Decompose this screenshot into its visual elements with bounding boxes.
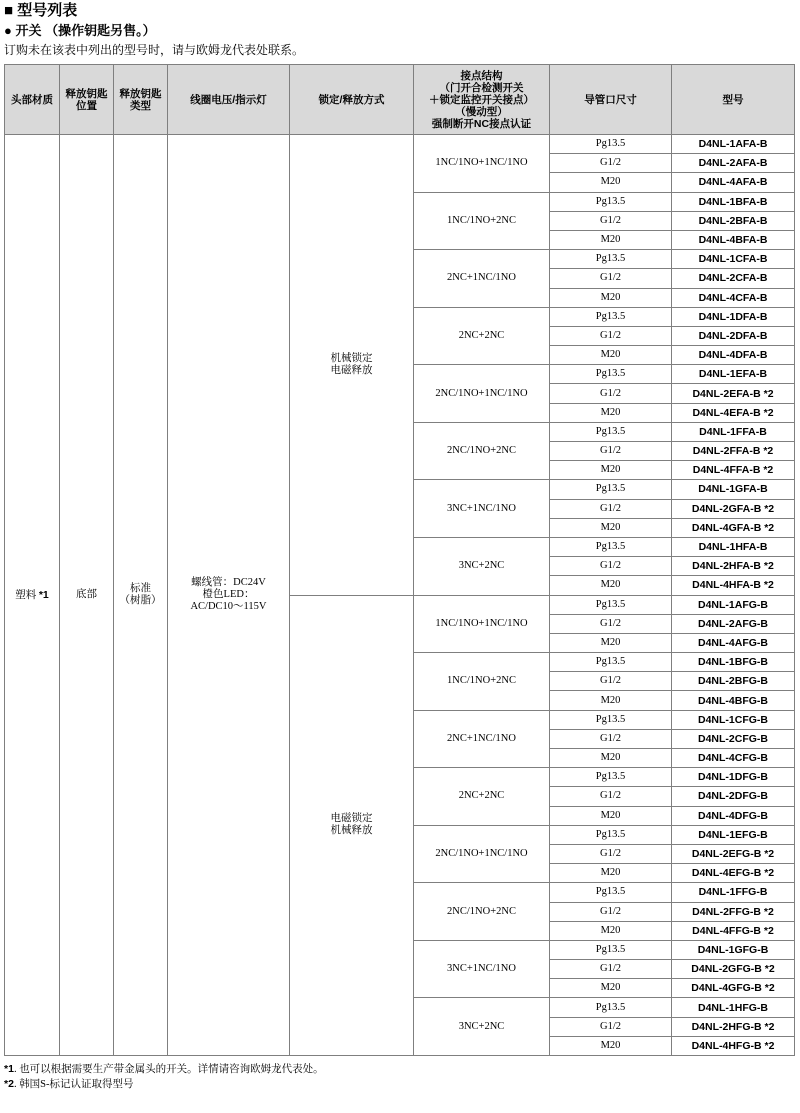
model-number-cell: D4NL-2BFG-B (672, 672, 795, 691)
model-number-cell: D4NL-2GFA-B *2 (672, 499, 795, 518)
footnote-text: . 也可以根据需要生产带金属头的开关。详情请咨询欧姆龙代表处。 (13, 1064, 324, 1075)
model-number-cell: D4NL-4GFG-B *2 (672, 979, 795, 998)
footnote-mark: *2 (4, 1078, 14, 1090)
model-number-cell: D4NL-1EFG-B (672, 825, 795, 844)
footnote-text: . 韩国S-标记认证取得型号 (13, 1079, 134, 1090)
model-number-cell: D4NL-1GFA-B (672, 480, 795, 499)
contact-structure-cell: 2NC+1NC/1NO (414, 710, 550, 768)
conduit-size-cell: Pg13.5 (550, 250, 672, 269)
model-number-cell: D4NL-1GFG-B (672, 940, 795, 959)
conduit-size-cell: G1/2 (550, 442, 672, 461)
head-material-mark: *1 (38, 588, 49, 601)
model-number-cell: D4NL-2CFA-B (672, 269, 795, 288)
model-number-cell: D4NL-4DFG-B (672, 806, 795, 825)
model-number-cell: D4NL-4AFA-B (672, 173, 795, 192)
conduit-size-cell: M20 (550, 576, 672, 595)
conduit-size-cell: Pg13.5 (550, 480, 672, 499)
conduit-size-cell: G1/2 (550, 902, 672, 921)
footnote-1 (4, 1062, 324, 1077)
column-header: 头部材质 (5, 65, 60, 135)
column-header: 导管口尺寸 (550, 65, 672, 135)
page-title: ■ 型号列表 (4, 2, 78, 19)
conduit-size-cell: M20 (550, 461, 672, 480)
model-number-cell: D4NL-4AFG-B (672, 633, 795, 652)
conduit-size-cell: M20 (550, 1036, 672, 1055)
contact-structure-cell: 1NC/1NO+2NC (414, 192, 550, 250)
model-number-cell: D4NL-4CFG-B (672, 749, 795, 768)
conduit-size-cell: Pg13.5 (550, 135, 672, 154)
conduit-size-cell: Pg13.5 (550, 595, 672, 614)
model-number-cell: D4NL-2DFA-B (672, 326, 795, 345)
contact-structure-cell: 2NC+2NC (414, 768, 550, 826)
section-subtitle: ● 开关 （操作钥匙另售。） (4, 23, 156, 38)
conduit-size-cell: M20 (550, 864, 672, 883)
conduit-size-cell: M20 (550, 633, 672, 652)
conduit-size-cell: Pg13.5 (550, 940, 672, 959)
column-header: 线圈电压/指示灯 (168, 65, 290, 135)
footnotes (4, 1062, 324, 1092)
model-number-cell: D4NL-1EFA-B (672, 365, 795, 384)
conduit-size-cell: Pg13.5 (550, 653, 672, 672)
model-number-cell: D4NL-1HFA-B (672, 537, 795, 556)
coil-voltage-cell: 螺线管：DC24V 橙色LED： AC/DC10～115V (168, 135, 290, 1056)
conduit-size-cell: M20 (550, 806, 672, 825)
model-number-cell: D4NL-2AFG-B (672, 614, 795, 633)
model-number-cell: D4NL-1CFG-B (672, 710, 795, 729)
contact-structure-cell: 2NC+1NC/1NO (414, 250, 550, 308)
conduit-size-cell: G1/2 (550, 557, 672, 576)
model-number-cell: D4NL-4FFG-B *2 (672, 921, 795, 940)
table-body (5, 135, 795, 1056)
conduit-size-cell: M20 (550, 749, 672, 768)
model-number-cell: D4NL-4GFA-B *2 (672, 518, 795, 537)
column-header: 锁定/释放方式 (290, 65, 414, 135)
model-number-cell: D4NL-2FFG-B *2 (672, 902, 795, 921)
contact-structure-cell: 3NC+1NC/1NO (414, 940, 550, 998)
model-number-cell: D4NL-1AFA-B (672, 135, 795, 154)
model-number-cell: D4NL-1FFG-B (672, 883, 795, 902)
conduit-size-cell: Pg13.5 (550, 883, 672, 902)
model-number-cell: D4NL-2CFG-B (672, 729, 795, 748)
conduit-size-cell: G1/2 (550, 614, 672, 633)
contact-structure-cell: 3NC+1NC/1NO (414, 480, 550, 538)
column-header: 型号 (672, 65, 795, 135)
model-number-cell: D4NL-4BFG-B (672, 691, 795, 710)
conduit-size-cell: G1/2 (550, 384, 672, 403)
footnote-mark: *1 (4, 1063, 14, 1075)
model-number-cell: D4NL-1BFG-B (672, 653, 795, 672)
head-material-text: 塑料 (15, 589, 39, 601)
model-number-cell: D4NL-2HFG-B *2 (672, 1017, 795, 1036)
model-number-cell: D4NL-2HFA-B *2 (672, 557, 795, 576)
head-material-cell (5, 135, 60, 1056)
release-key-position-cell: 底部 (60, 135, 114, 1056)
contact-structure-cell: 1NC/1NO+1NC/1NO (414, 135, 550, 193)
model-number-cell: D4NL-1HFG-B (672, 998, 795, 1017)
contact-structure-cell: 2NC+2NC (414, 307, 550, 365)
conduit-size-cell: Pg13.5 (550, 422, 672, 441)
model-number-cell: D4NL-2AFA-B (672, 154, 795, 173)
model-number-cell: D4NL-4CFA-B (672, 288, 795, 307)
model-number-cell: D4NL-2DFG-B (672, 787, 795, 806)
conduit-size-cell: Pg13.5 (550, 537, 672, 556)
model-number-cell: D4NL-2FFA-B *2 (672, 442, 795, 461)
contact-structure-cell: 3NC+2NC (414, 537, 550, 595)
contact-structure-cell: 1NC/1NO+1NC/1NO (414, 595, 550, 653)
lock-method-cell: 电磁锁定 机械释放 (290, 595, 414, 1056)
conduit-size-cell: M20 (550, 403, 672, 422)
conduit-size-cell: M20 (550, 691, 672, 710)
conduit-size-cell: Pg13.5 (550, 998, 672, 1017)
conduit-size-cell: Pg13.5 (550, 307, 672, 326)
conduit-size-cell: G1/2 (550, 960, 672, 979)
model-number-cell: D4NL-4HFA-B *2 (672, 576, 795, 595)
model-number-cell: D4NL-4FFA-B *2 (672, 461, 795, 480)
model-number-cell: D4NL-1DFA-B (672, 307, 795, 326)
conduit-size-cell: M20 (550, 173, 672, 192)
model-number-cell: D4NL-1FFA-B (672, 422, 795, 441)
conduit-size-cell: G1/2 (550, 844, 672, 863)
conduit-size-cell: Pg13.5 (550, 365, 672, 384)
model-number-cell: D4NL-2EFA-B *2 (672, 384, 795, 403)
conduit-size-cell: Pg13.5 (550, 710, 672, 729)
contact-structure-cell: 1NC/1NO+2NC (414, 653, 550, 711)
model-number-cell: D4NL-4EFA-B *2 (672, 403, 795, 422)
contact-structure-cell: 2NC/1NO+1NC/1NO (414, 365, 550, 423)
conduit-size-cell: Pg13.5 (550, 825, 672, 844)
contact-structure-cell: 2NC/1NO+2NC (414, 422, 550, 480)
release-key-type-cell: 标准 （树脂） (114, 135, 168, 1056)
conduit-size-cell: M20 (550, 230, 672, 249)
column-header: 释放钥匙 类型 (114, 65, 168, 135)
model-number-cell: D4NL-1DFG-B (672, 768, 795, 787)
conduit-size-cell: G1/2 (550, 211, 672, 230)
model-table (4, 64, 795, 1056)
table-header-row (5, 65, 795, 135)
conduit-size-cell: G1/2 (550, 787, 672, 806)
model-number-cell: D4NL-2EFG-B *2 (672, 844, 795, 863)
conduit-size-cell: G1/2 (550, 154, 672, 173)
conduit-size-cell: Pg13.5 (550, 768, 672, 787)
conduit-size-cell: M20 (550, 518, 672, 537)
lock-method-cell: 机械锁定 电磁释放 (290, 135, 414, 596)
conduit-size-cell: M20 (550, 979, 672, 998)
model-number-cell: D4NL-4HFG-B *2 (672, 1036, 795, 1055)
column-header: 释放钥匙 位置 (60, 65, 114, 135)
footnote-2 (4, 1077, 324, 1092)
model-number-cell: D4NL-2BFA-B (672, 211, 795, 230)
column-header: 接点结构 （门开合检测开关 ＋锁定监控开关接点） （慢动型） 强制断开NC接点认证 (414, 65, 550, 135)
model-number-cell: D4NL-2GFG-B *2 (672, 960, 795, 979)
contact-structure-cell: 2NC/1NO+1NC/1NO (414, 825, 550, 883)
model-number-cell: D4NL-1BFA-B (672, 192, 795, 211)
contact-structure-cell: 3NC+2NC (414, 998, 550, 1056)
model-number-cell: D4NL-4BFA-B (672, 230, 795, 249)
model-number-cell: D4NL-1CFA-B (672, 250, 795, 269)
conduit-size-cell: M20 (550, 288, 672, 307)
conduit-size-cell: Pg13.5 (550, 192, 672, 211)
conduit-size-cell: G1/2 (550, 1017, 672, 1036)
model-number-cell: D4NL-4EFG-B *2 (672, 864, 795, 883)
model-number-cell: D4NL-1AFG-B (672, 595, 795, 614)
model-number-cell: D4NL-4DFA-B (672, 346, 795, 365)
contact-structure-cell: 2NC/1NO+2NC (414, 883, 550, 941)
conduit-size-cell: G1/2 (550, 499, 672, 518)
conduit-size-cell: M20 (550, 346, 672, 365)
conduit-size-cell: G1/2 (550, 672, 672, 691)
ordering-note: 订购未在该表中列出的型号时，请与欧姆龙代表处联系。 (4, 43, 305, 57)
conduit-size-cell: G1/2 (550, 326, 672, 345)
table-row (5, 135, 795, 154)
conduit-size-cell: M20 (550, 921, 672, 940)
conduit-size-cell: G1/2 (550, 729, 672, 748)
conduit-size-cell: G1/2 (550, 269, 672, 288)
